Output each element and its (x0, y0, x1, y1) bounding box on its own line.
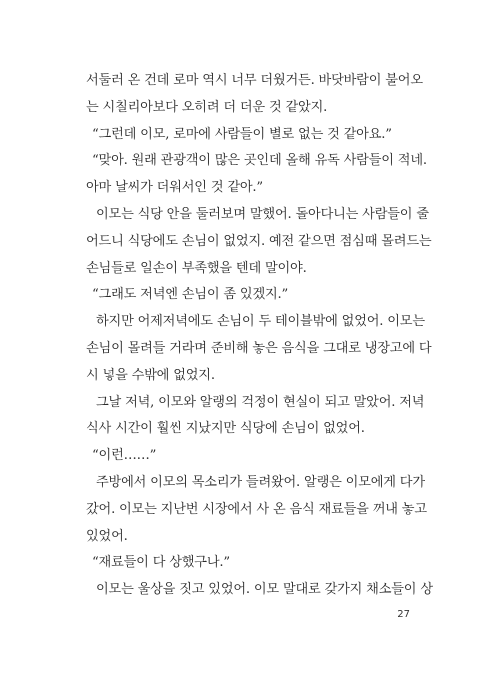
text-line: 그날 저녁, 이모와 알랭의 걱정이 현실이 되고 말았어. 저녁 (96, 394, 425, 410)
text-line: 아마 날씨가 더워서인 것 같아.” (86, 180, 263, 196)
text-line: “이런……” (92, 448, 157, 464)
text-line: 시 넣을 수밖에 없었지. (86, 367, 215, 383)
text-line: 서둘러 온 건데 로마 역시 너무 더웠거든. 바닷바람이 불어오 (86, 73, 423, 88)
text-line: “재료들이 다 상했구나.” (92, 555, 230, 571)
text-line: 는 시칠리아보다 오히려 더 더운 것 같았지. (86, 99, 328, 115)
text-line: “그래도 저녁엔 손님이 좀 있겠지.” (92, 287, 289, 303)
text-line: 이모는 울상을 짓고 있었어. 이모 말대로 갖가지 채소들이 상 (96, 582, 433, 598)
text-line: “그런데 이모, 로마에 사람들이 별로 없는 것 같아요.” (92, 126, 392, 142)
text-line: 어드니 식당에도 손님이 없었지. 예전 같으면 점심때 몰려드는 (86, 233, 432, 249)
text-line: 있었어. (86, 528, 128, 544)
body-text (86, 68, 433, 604)
text-line: 손님들로 일손이 부족했을 텐데 말이야. (86, 260, 307, 276)
text-line: 하지만 어제저녁에도 손님이 두 테이블밖에 없었어. 이모는 (96, 314, 425, 330)
text-line: 주방에서 이모의 목소리가 들려왔어. 알랭은 이모에게 다가 (96, 474, 425, 490)
page-number: 27 (397, 609, 410, 620)
text-line: 식사 시간이 훨씬 지났지만 식당에 손님이 없었어. (86, 421, 365, 437)
text-line: 손님이 몰려들 거라며 준비해 놓은 음식을 그대로 냉장고에 다 (86, 340, 432, 356)
text-line: “맞아. 원래 관광객이 많은 곳인데 올해 유독 사람들이 적네. (92, 153, 427, 169)
text-line: 갔어. 이모는 지난번 시장에서 사 온 음식 재료들을 꺼내 놓고 (86, 501, 427, 517)
text-line: 이모는 식당 안을 둘러보며 말했어. 돌아다니는 사람들이 줄 (96, 206, 429, 222)
